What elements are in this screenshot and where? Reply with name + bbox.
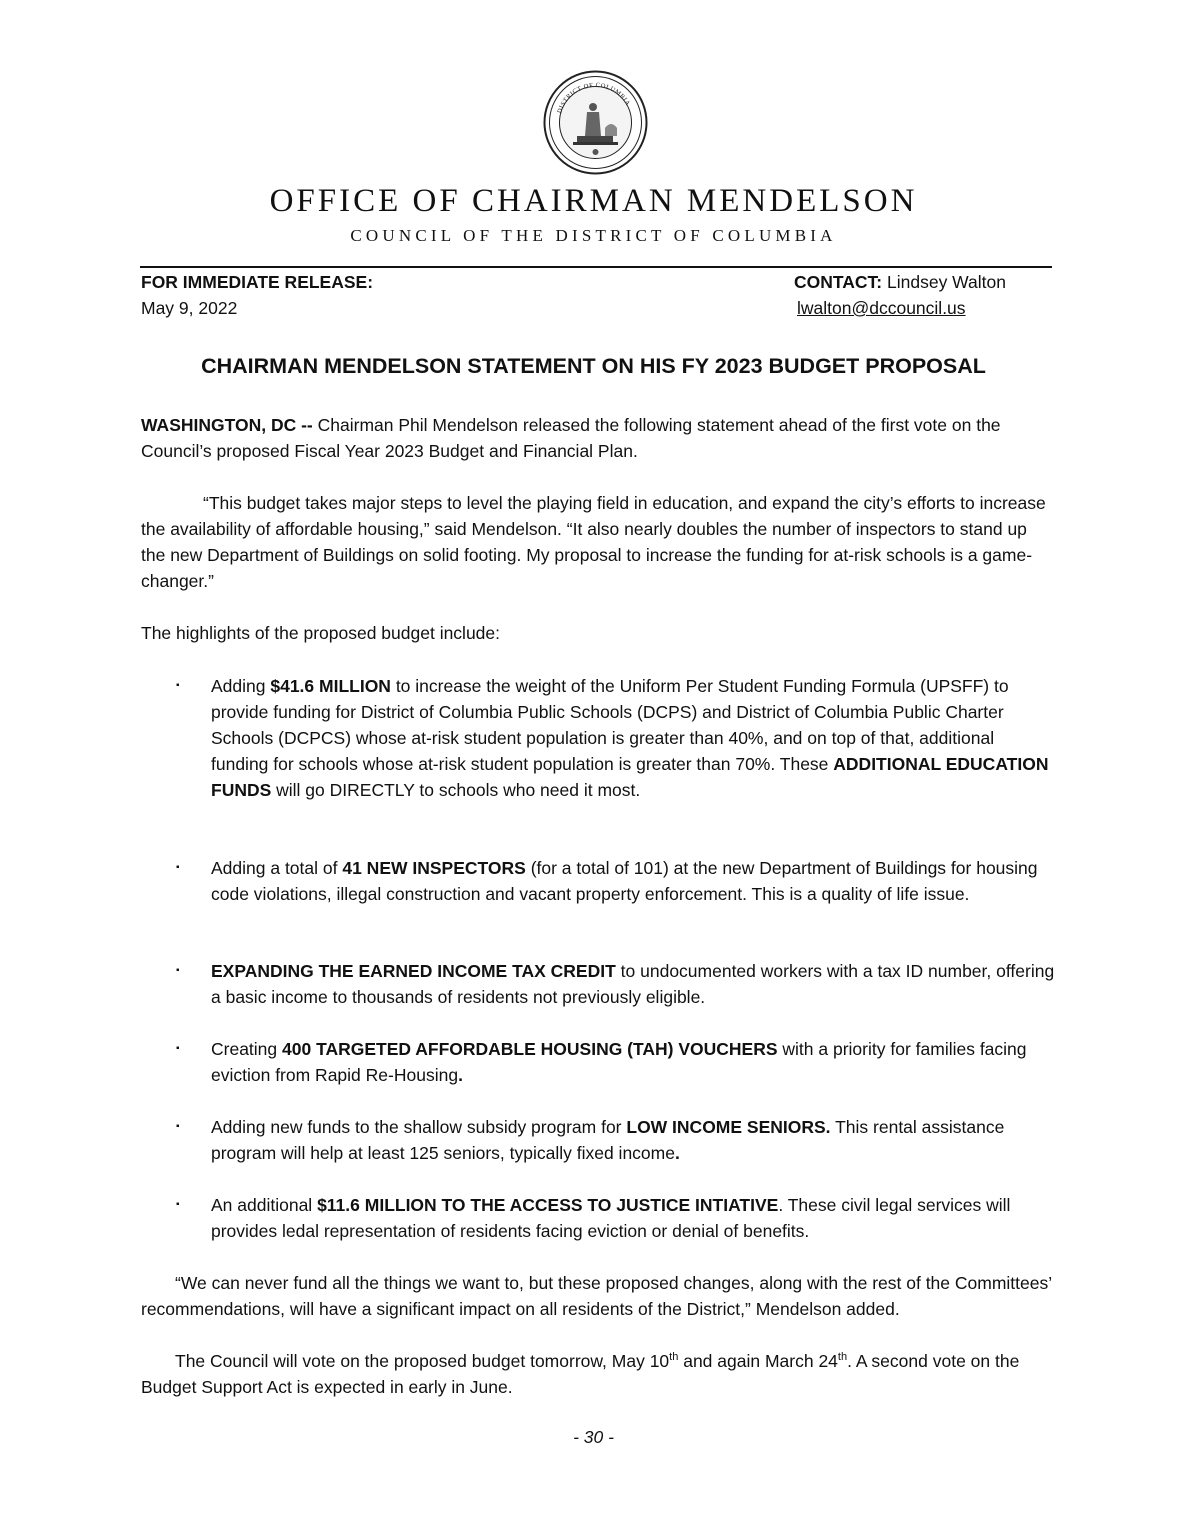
intro-text: Chairman Phil Mendelson released the following statement ahead of the first vote on the Council’s proposed Fiscal Year 2023 Budget and Financial Plan. [141, 415, 1001, 461]
bullet-item-housing-vouchers: Creating 400 TARGETED AFFORDABLE HOUSING (TAH) VOUCHERS with a priority for families facing eviction from Rapid Re-Housing. [211, 1039, 1027, 1085]
council-subtitle: COUNCIL OF THE DISTRICT OF COLUMBIA [350, 226, 837, 245]
bullet-item-education: Adding $41.6 MILLION to increase the weight of the Uniform Per Student Funding Formula (UPSFF) to provide funding for District of Columbia Public Schools (DCPS) and District of Columbia Public Charter Schools (DCPCS) whose at-risk student population is greater than 40%, and on top of that, additional funding for schools whose at-risk student population is greater than 70%. These ADDITIONAL EDUCATION FUNDS will go DIRECTLY to schools who need it most. [211, 676, 1049, 800]
bullet-marker: ▪ [176, 680, 180, 691]
release-date: May 9, 2022 [141, 298, 238, 318]
bullet-marker: ▪ [176, 862, 180, 873]
bullet-marker: ▪ [176, 1121, 180, 1132]
bullet-marker: ▪ [176, 1199, 180, 1210]
highlights-intro-text: The highlights of the proposed budget include: [141, 623, 501, 643]
highlights-intro [141, 620, 1056, 646]
contact-name: Lindsey Walton [882, 272, 1006, 292]
bullet-marker: ▪ [176, 965, 180, 976]
headline: CHAIRMAN MENDELSON STATEMENT ON HIS FY 2023 BUDGET PROPOSAL [201, 354, 986, 378]
contact-label: CONTACT: [794, 272, 883, 292]
quote-1-text: “This budget takes major steps to level the playing field in education, and expand the city’s efforts to increase the availability of affordable housing,” said Mendelson. “It also nearly doubles the number of inspectors to stand up the new Department of Buildings on solid footing. My proposal to increase the funding for at-risk schools is a game-changer.” [141, 493, 1046, 591]
dateline: WASHINGTON, DC -- [141, 415, 313, 435]
quote-2-text: “We can never fund all the things we want to, but these proposed changes, along with the rest of the Committees’ recommendations, will have a significant impact on all residents of the District,” Mendelson added. [141, 1273, 1052, 1319]
contact-email-link[interactable]: lwalton@dccouncil.us [797, 298, 966, 318]
bullet-item-access-to-justice: An additional $11.6 MILLION TO THE ACCESS TO JUSTICE INTIATIVE. These civil legal services will provides ledal representation of residents facing eviction or denial of benefits. [211, 1195, 1011, 1241]
office-title: OFFICE OF CHAIRMAN MENDELSON [269, 183, 918, 219]
dc-council-seal [543, 70, 648, 175]
svg-text:DISTRICT OF COLUMBIA: DISTRICT OF COLUMBIA [556, 81, 632, 115]
header-divider [140, 266, 1052, 268]
bullet-item-seniors: Adding new funds to the shallow subsidy program for LOW INCOME SENIORS. This rental assistance program will help at least 125 seniors, typically fixed income. [211, 1117, 1005, 1163]
page-number: - 30 - [573, 1427, 614, 1447]
bullet-item-inspectors: Adding a total of 41 NEW INSPECTORS (for a total of 101) at the new Department of Buildings for housing code violations, illegal construction and vacant property enforcement. This is a quality of life issue. [211, 858, 1038, 904]
quote-paragraph-1 [141, 490, 1056, 594]
quote-paragraph-2 [141, 1270, 1056, 1322]
release-label: FOR IMMEDIATE RELEASE: [141, 272, 374, 292]
bullet-item-tax-credit: EXPANDING THE EARNED INCOME TAX CREDIT to undocumented workers with a tax ID number, offering a basic income to thousands of residents not previously eligible. [211, 961, 1055, 1007]
closing-paragraph: The Council will vote on the proposed budget tomorrow, May 10th and again March 24th. A second vote on the Budget Support Act is expected in early in June. [141, 1351, 1020, 1397]
contact-line [794, 269, 1006, 295]
intro-paragraph [141, 412, 1056, 464]
bullet-marker: ▪ [176, 1043, 180, 1054]
